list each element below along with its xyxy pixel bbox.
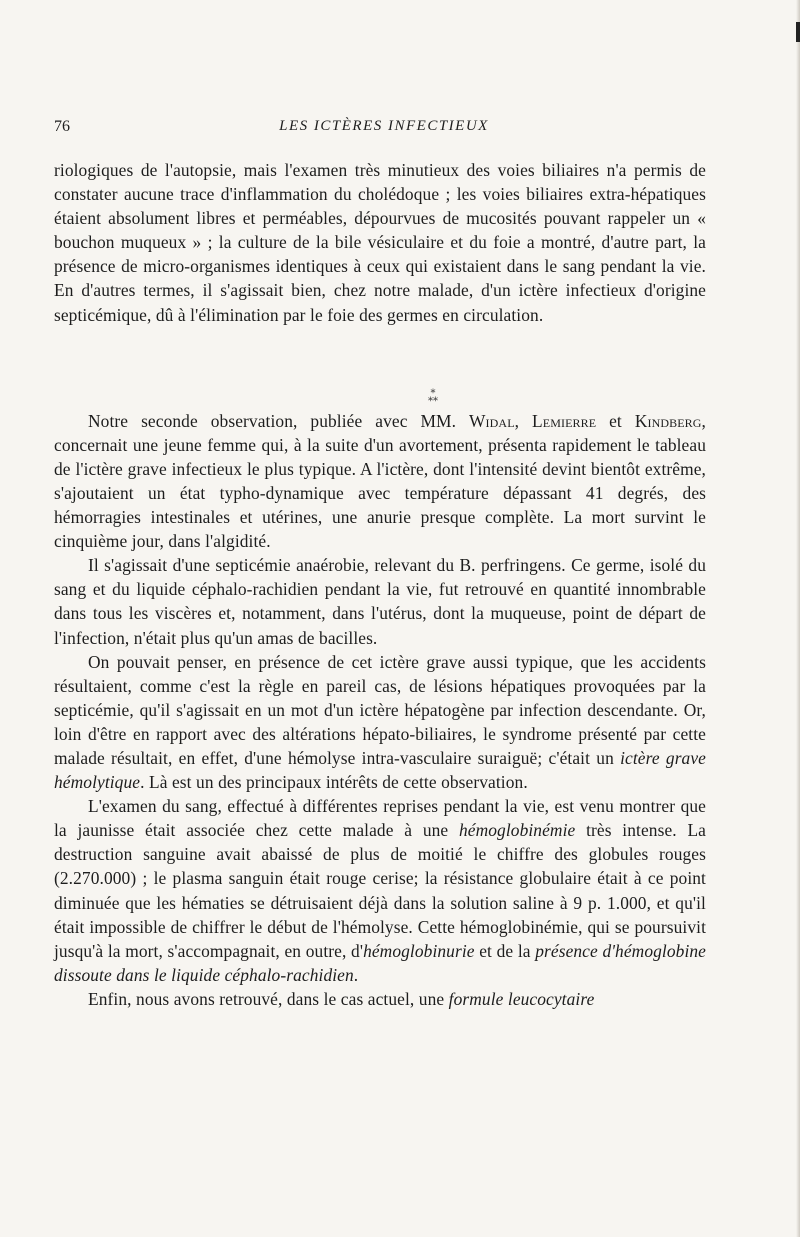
emphasis-formule-leucocytaire: formule leucocytaire bbox=[448, 988, 595, 1009]
emphasis-hemoglobine-dissoute: présence d'hémoglobine dissoute dans le liquide céphalo-rachidien bbox=[54, 940, 706, 985]
author-lemierre: Lemierre bbox=[532, 410, 597, 431]
author-separator: et bbox=[596, 410, 635, 431]
paragraph-text: Enfin, nous avons retrouvé, dans le cas actuel, une bbox=[88, 988, 449, 1009]
emphasis-hemoglobinurie: hémoglobinurie bbox=[363, 940, 475, 961]
author-kindberg: Kindberg bbox=[634, 410, 702, 431]
asterism-top: * bbox=[430, 388, 436, 399]
asterism-bottom: ** bbox=[428, 396, 438, 407]
paragraph-leukocyte bbox=[54, 987, 706, 1011]
paragraph-text: . bbox=[353, 964, 359, 985]
running-title: LES ICTÈRES INFECTIEUX bbox=[279, 118, 489, 134]
author-widal: Widal bbox=[469, 410, 515, 431]
emphasis-ictere-grave: ictère grave hémolytique bbox=[54, 747, 706, 793]
paragraph-blood-exam bbox=[54, 794, 706, 987]
paragraph-text: On pouvait penser, en présence de cet ictère grave aussi typique, que les accidents résultaient, comme c'est la règle en pareil cas, de lésions hépatiques provoquées par la septicémie, qu'il s'agissait en un mot d'un ictère hépatogène par infection descendante. Or, loin d'être en rapport avec des altérations hépato-biliaires, le syndrome présenté par cette malade résultait, en effet, d'une hémolyse intra-vasculaire suraiguë; c'était un bbox=[54, 651, 706, 768]
paragraph-end: . Là est un des principaux intérêts de cette observation. bbox=[140, 772, 528, 793]
section-gap bbox=[54, 327, 706, 409]
paragraph-rest: , concernait une jeune femme qui, à la suite d'un avortement, présenta rapidement le tableau de l'ictère grave infectieux le plus typique. A l'ictère, dont l'intensité devint bientôt extrême, s'ajoutaient un état typho-dynamique avec température dépassant 41 degrés, des hémorragies intestinales et utérines, une anurie presque complète. La mort survint le cinquième jour, dans l'algidité. bbox=[54, 410, 706, 552]
page-header bbox=[54, 118, 714, 142]
page-edge-mark bbox=[796, 22, 800, 42]
author-separator: , bbox=[514, 410, 533, 431]
paragraph-second-observation bbox=[54, 409, 706, 554]
page-number: 76 bbox=[54, 118, 70, 135]
page-edge bbox=[796, 0, 800, 1237]
paragraph-text: très intense. La destruction sanguine avait abaissé de plus de moitié le chiffre des globules rouges (2.270.000) ; le plasma sanguin était rouge cerise; la résistance globulaire était à ce point diminuée que les hématies se détruisaient déjà dans la solution saline à 9 p. 1.000, et qu'il était impossible de chiffrer le début de l'hémolyse. Cette hémoglobinémie, qui se poursuivit jusqu'à la mort, s'accompagnait, en outre, d' bbox=[54, 820, 706, 961]
emphasis-hemoglobinemie: hémoglobinémie bbox=[458, 820, 576, 841]
paragraph-hemolysis bbox=[54, 650, 706, 795]
paragraph-septicemia: Il s'agissait d'une septicémie anaérobie, relevant du B. perfringens. Ce germe, isolé du sang et du liquide céphalo-rachidien pendant la vie, fut retrouvé en quantité innombrable dans tous les viscères et, notamment, dans l'utérus, dont la muqueuse, point de départ de l'infection, n'était plus qu'un amas de bacilles. bbox=[54, 555, 706, 648]
paragraph-continuation: riologiques de l'autopsie, mais l'examen très minutieux des voies biliaires n'a permis de constater aucune trace d'inflammation du cholédoque ; les voies biliaires extra-hépatiques étaient absolument libres et perméables, dépourvues de mucosités pouvant rappeler un « bouchon muqueux » ; la culture de la bile vésiculaire et du foie a montré, d'autre part, la présence de micro-organismes identiques à ceux qui existaient dans le sang pendant la vie. En d'autres termes, il s'agissait bien, chez notre malade, d'un ictère infectieux d'origine septicémique, dû à l'élimination par le foie des germes en circulation. bbox=[54, 160, 706, 325]
paragraph-text: et de la bbox=[474, 940, 536, 961]
paragraph-lead: Notre seconde observation, publiée avec MM. bbox=[88, 410, 470, 431]
page-body bbox=[54, 158, 706, 1011]
paragraph-text: L'examen du sang, effectué à différentes reprises pendant la vie, est venu montrer que la jaunisse était associée chez cette malade à une bbox=[54, 796, 706, 841]
